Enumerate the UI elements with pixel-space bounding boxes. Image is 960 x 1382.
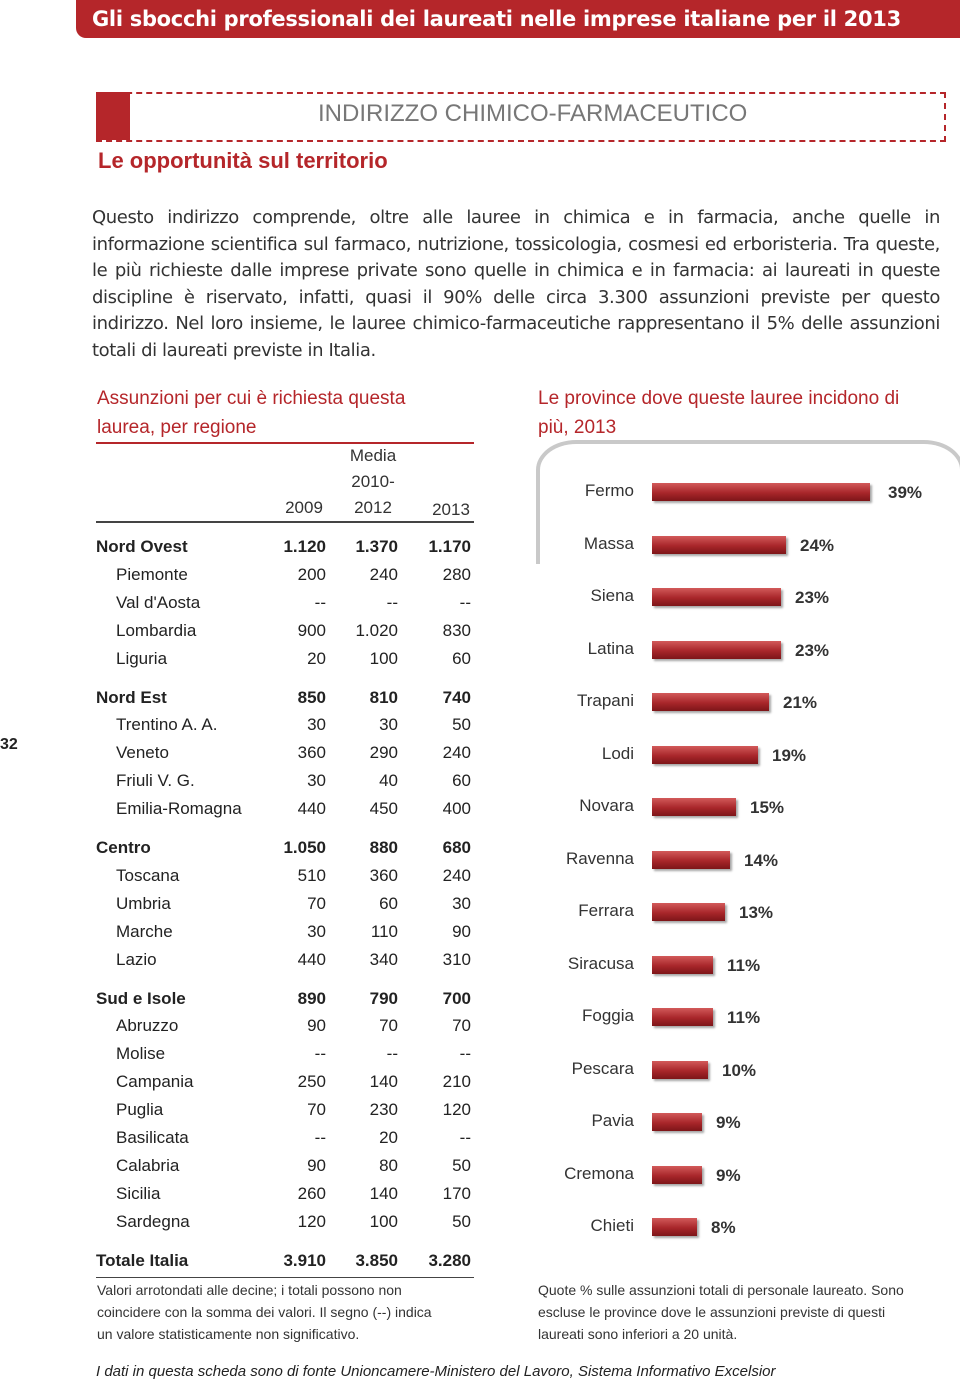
province-bar [652, 1061, 708, 1079]
value-2009: 900 [297, 620, 326, 640]
value-media-2010-2012: 880 [369, 838, 398, 857]
region-name: Nord Ovest [96, 537, 188, 556]
value-2013: 700 [442, 988, 471, 1008]
section-marker [96, 92, 130, 140]
chart-note [538, 1279, 904, 1345]
value-2013: 830 [442, 620, 471, 640]
value-2009: 70 [307, 1100, 326, 1120]
province-label: Siena [590, 586, 634, 605]
province-label: Lodi [601, 743, 634, 763]
value-media-2010-2012: -- [386, 592, 398, 612]
bar-value-label: 10% [722, 1060, 757, 1080]
value-2009: 20 [307, 648, 326, 668]
value-media-2010-2012: -- [386, 1044, 398, 1064]
region-name: Molise [116, 1044, 166, 1064]
value-2009: 440 [297, 799, 326, 819]
province-label: Pescara [571, 1058, 634, 1078]
table-row [96, 1016, 476, 1042]
province-label: Cremona [564, 1163, 634, 1183]
province-bar [652, 956, 713, 974]
region-name: Lombardia [116, 620, 197, 640]
col-header-media [338, 443, 408, 521]
value-2013: 60 [452, 648, 471, 668]
value-media-2010-2012: 230 [369, 1100, 398, 1120]
region-name: Umbria [116, 893, 171, 913]
table-note-line3: un valore statisticamente non significativo. [97, 1326, 360, 1342]
region-name: Sicilia [116, 1183, 161, 1203]
table-row [96, 866, 476, 892]
chart-note-line3: laureati sono inferiori a 20 unità. [538, 1326, 738, 1342]
value-2013: 680 [442, 838, 471, 857]
value-media-2010-2012: 3.850 [355, 1250, 398, 1270]
bar-value-label: 9% [716, 1165, 741, 1185]
province-bar [652, 641, 781, 659]
table-row [96, 1044, 476, 1070]
value-media-2010-2012: 100 [369, 648, 398, 668]
value-2013: 50 [452, 1155, 471, 1175]
value-2009: 250 [297, 1072, 326, 1092]
value-2013: 60 [452, 771, 471, 791]
region-name: Sardegna [116, 1211, 190, 1231]
value-2009: -- [314, 592, 326, 612]
value-media-2010-2012: 100 [369, 1211, 398, 1231]
region-name: Totale Italia [96, 1250, 189, 1270]
section-title: INDIRIZZO CHIMICO-FARMACEUTICO [318, 100, 748, 127]
province-bar [652, 1166, 702, 1184]
col-header-2009: 2009 [285, 498, 323, 517]
table-row [96, 894, 476, 920]
col-header-media-line1: Media [349, 446, 397, 465]
bar-value-label: 9% [716, 1113, 741, 1132]
province-label: Massa [583, 533, 634, 553]
value-2009: 260 [297, 1183, 326, 1203]
chart-title-line1: Le province dove queste lauree incidono di [538, 388, 900, 409]
bar-value-label: 23% [795, 588, 830, 607]
province-label: Pavia [591, 1111, 634, 1130]
province-label: Latina [587, 638, 634, 658]
region-name: Campania [116, 1072, 194, 1092]
province-label: Foggia [582, 1006, 634, 1025]
header-title: Gli sbocchi professionali dei laureati nelle imprese italiane per il 2013 [92, 7, 901, 31]
province-label: Ferrara [578, 901, 634, 920]
bar-value-label: 13% [739, 903, 774, 922]
source-note: I dati in questa scheda sono di fonte Unioncamere-Ministero del Lavoro, Sistema Informativo Excelsior [96, 1363, 776, 1380]
page-number: 32 [0, 736, 18, 753]
province-label: Ravenna [565, 848, 634, 868]
value-2013: 120 [442, 1100, 471, 1120]
table-row [96, 593, 476, 619]
value-2009: 120 [297, 1211, 326, 1231]
bar-value-label: 24% [800, 535, 835, 555]
table-row [96, 649, 476, 675]
intro-paragraph: Questo indirizzo comprende, oltre alle lauree in chimica e in farmacia, anche quelle in informazione scientifica sul farmaco, nutrizione, tossicologia, cosmesi ed erboristeria. Tra queste, le più richieste dalle imprese private sono quelle in chimica e in farmacia: ai laureati in queste discipline è riservato, infatti, quasi il 90% delle circa 3.300 assunzioni previste per questo indirizzo. Nel loro insieme, le lauree chimico-farmaceutiche rappresentano il 5% delle assunzioni totali di laureati previste in Italia. [92, 207, 940, 361]
table-title-rule [96, 442, 474, 444]
value-2013: 50 [452, 1211, 471, 1231]
region-name: Calabria [116, 1155, 180, 1175]
region-name: Lazio [116, 949, 157, 969]
value-2013: 740 [442, 687, 471, 707]
province-label: Novara [579, 796, 634, 815]
value-2013: 90 [452, 921, 471, 941]
table-row [96, 1072, 476, 1098]
table-row [96, 565, 476, 591]
value-2013: 170 [442, 1183, 471, 1203]
value-2009: 360 [297, 743, 326, 763]
region-name: Friuli V. G. [116, 771, 195, 791]
value-media-2010-2012: 140 [369, 1183, 398, 1203]
region-name: Nord Est [96, 687, 167, 707]
table-group-row [96, 838, 476, 864]
region-name: Piemonte [116, 564, 188, 584]
value-2013: 50 [452, 715, 471, 735]
province-label: Siracusa [567, 953, 634, 973]
table-row [96, 922, 476, 948]
col-header-2013: 2013 [432, 500, 470, 519]
bar-value-label: 14% [744, 850, 779, 870]
province-bar [652, 483, 870, 501]
value-2013: 280 [442, 564, 471, 584]
table-group-row [96, 537, 476, 563]
region-name: Abruzzo [116, 1016, 179, 1036]
table-row [96, 1100, 476, 1126]
value-2013: 310 [442, 949, 471, 969]
table-title [97, 384, 405, 442]
value-2009: -- [314, 1128, 326, 1147]
value-2009: 890 [297, 988, 326, 1008]
value-media-2010-2012: 30 [379, 715, 398, 735]
value-2013: 3.280 [428, 1250, 471, 1270]
chart-title-line2: più, 2013 [538, 417, 617, 438]
region-name: Trentino A. A. [116, 715, 218, 735]
section-subtitle: Le opportunità sul territorio [98, 148, 388, 173]
table-row [96, 799, 476, 825]
value-2009: 30 [307, 921, 326, 941]
table-row [96, 1128, 476, 1154]
province-bar [652, 536, 786, 554]
region-name: Sud e Isole [96, 988, 186, 1008]
value-media-2010-2012: 340 [369, 949, 398, 969]
table-row [96, 1184, 476, 1210]
bar-value-label: 15% [750, 798, 785, 817]
table-row [96, 621, 476, 647]
value-2013: -- [459, 1128, 471, 1147]
value-2009: 1.050 [283, 838, 326, 857]
value-media-2010-2012: 20 [379, 1128, 398, 1147]
province-bar [652, 798, 736, 816]
value-2009: 510 [297, 865, 326, 885]
table-row [96, 1156, 476, 1182]
table-row [96, 950, 476, 976]
value-media-2010-2012: 810 [369, 687, 398, 707]
province-label: Chieti [590, 1216, 634, 1235]
value-2013: 70 [452, 1016, 471, 1036]
value-2013: 400 [442, 799, 471, 819]
region-name: Emilia-Romagna [116, 799, 242, 819]
table-note [97, 1279, 432, 1345]
value-media-2010-2012: 80 [379, 1155, 398, 1175]
col-header-media-line2: 2010- [351, 472, 395, 491]
chart-note-line2: escluse le province dove le assunzioni previste di questi [538, 1304, 886, 1320]
table-row [96, 743, 476, 769]
table-note-line2: coincidere con la somma dei valori. Il segno (--) indica [97, 1304, 432, 1320]
value-2009: 70 [307, 893, 326, 913]
province-bar [652, 1113, 702, 1131]
chart-note-line1: Quote % sulle assunzioni totali di personale laureato. Sono [538, 1282, 904, 1298]
chart-title [538, 384, 899, 442]
value-2009: 30 [307, 771, 326, 791]
table-header-rule [96, 521, 474, 523]
table-footer-rule [96, 1277, 474, 1278]
province-bar [652, 693, 769, 711]
bar-value-label: 11% [727, 1008, 761, 1027]
value-2013: 1.170 [428, 537, 471, 556]
province-bar [652, 1218, 697, 1236]
bar-value-label: 39% [888, 483, 923, 502]
value-media-2010-2012: 70 [379, 1016, 398, 1036]
value-media-2010-2012: 140 [369, 1072, 398, 1092]
value-2009: 90 [307, 1016, 326, 1036]
table-group-row [96, 989, 476, 1015]
region-name: Veneto [116, 743, 169, 763]
table-row [96, 1212, 476, 1238]
value-media-2010-2012: 450 [369, 799, 398, 819]
value-2013: 240 [442, 865, 471, 885]
region-name: Liguria [116, 648, 168, 668]
table-row [96, 771, 476, 797]
province-label: Fermo [584, 481, 634, 500]
value-2009: 200 [297, 564, 326, 584]
province-bar [652, 746, 758, 764]
region-name: Marche [116, 921, 173, 941]
table-group-row [96, 1251, 476, 1277]
value-2013: 240 [442, 743, 471, 763]
value-2009: 1.120 [283, 537, 326, 556]
table-note-line1: Valori arrotondati alle decine; i totali possono non [97, 1282, 402, 1298]
region-name: Val d'Aosta [116, 592, 201, 612]
province-label: Trapani [576, 691, 634, 710]
region-name: Centro [96, 838, 151, 857]
value-2009: 850 [297, 687, 326, 707]
province-bar [652, 851, 730, 869]
value-2013: 30 [452, 893, 471, 913]
value-2009: 3.910 [283, 1250, 326, 1270]
value-media-2010-2012: 790 [369, 988, 398, 1008]
region-name: Puglia [116, 1100, 164, 1120]
region-name: Toscana [116, 865, 180, 885]
value-2013: -- [459, 592, 471, 612]
value-media-2010-2012: 240 [369, 564, 398, 584]
header-banner [76, 0, 960, 38]
bar-value-label: 23% [795, 640, 830, 660]
province-bar [652, 903, 725, 921]
province-bar [652, 1008, 713, 1026]
table-title-line1: Assunzioni per cui è richiesta questa [97, 388, 406, 409]
value-2009: 30 [307, 715, 326, 735]
value-2013: 210 [442, 1072, 471, 1092]
value-media-2010-2012: 1.020 [355, 620, 398, 640]
bar-value-label: 8% [711, 1218, 736, 1237]
value-2009: 90 [307, 1155, 326, 1175]
value-media-2010-2012: 110 [370, 921, 398, 941]
region-name: Basilicata [116, 1128, 189, 1147]
value-media-2010-2012: 60 [379, 893, 398, 913]
table-group-row [96, 688, 476, 714]
value-media-2010-2012: 290 [369, 743, 398, 763]
bar-value-label: 21% [783, 693, 818, 712]
table-title-line2: laurea, per regione [97, 417, 257, 438]
value-media-2010-2012: 1.370 [355, 537, 398, 556]
col-header-media-line3: 2012 [354, 498, 392, 517]
bar-value-label: 19% [772, 745, 807, 765]
value-2013: -- [459, 1044, 471, 1064]
province-bar [652, 588, 781, 606]
table-row [96, 715, 476, 741]
value-2009: -- [314, 1044, 326, 1064]
value-media-2010-2012: 40 [379, 771, 398, 791]
bar-value-label: 11% [727, 955, 761, 975]
value-2009: 440 [297, 949, 326, 969]
value-media-2010-2012: 360 [369, 865, 398, 885]
